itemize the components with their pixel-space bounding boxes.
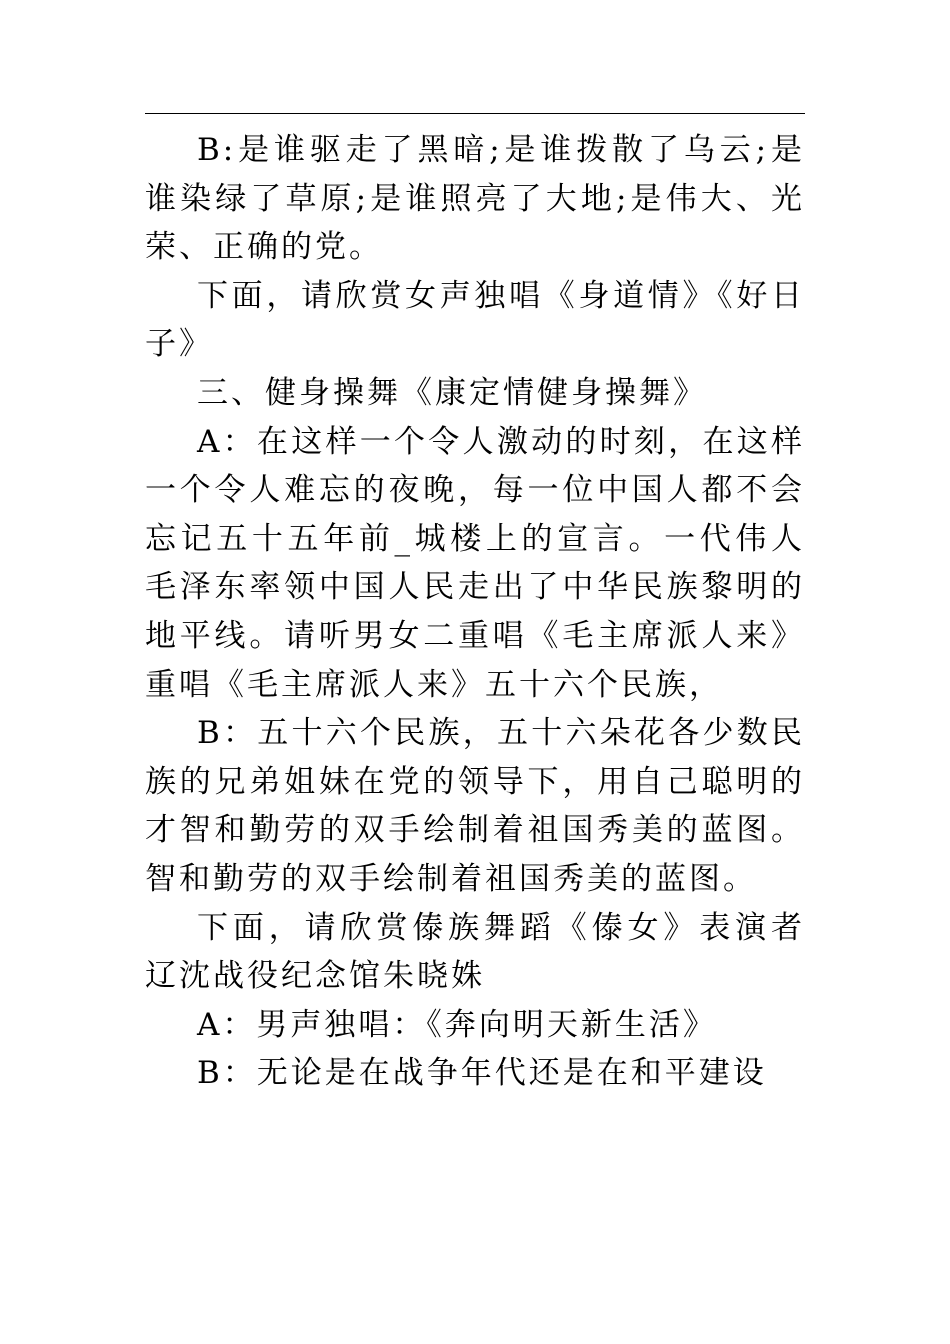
document-body <box>145 126 805 1098</box>
paragraph-host-b-speech: B：五十六个民族，五十六朵花各少数民族的兄弟姐妹在党的领导下，用自己聪明的才智和勤劳的双手绘制着祖国秀美的蓝图。智和勤劳的双手绘制着祖国秀美的蓝图。 <box>145 715 805 897</box>
paragraph-host-b-closing: B：无论是在战争年代还是在和平建设 <box>197 1055 767 1092</box>
paragraph-section-heading: 三、健身操舞《康定情健身操舞》 <box>197 374 707 411</box>
paragraph-dance-announcement: 下面，请欣赏傣族舞蹈《傣女》表演者辽沈战役纪念馆朱晓姝 <box>145 909 805 995</box>
paragraph-male-solo: A：男声独唱：《奔向明天新生活》 <box>197 1006 717 1043</box>
header-rule <box>145 113 805 114</box>
paragraph-solo-announcement: 下面，请欣赏女声独唱《身道情》《好日子》 <box>145 277 805 363</box>
paragraph-host-b-opening: B:是谁驱走了黑暗;是谁拨散了乌云;是谁染绿了草原;是谁照亮了大地;是伟大、光荣、正确的党。 <box>145 132 805 266</box>
paragraph-host-a-speech: A：在这样一个令人激动的时刻，在这样一个令人难忘的夜晚，每一位中国人都不会忘记五十五年前_城楼上的宣言。一代伟人毛泽东率领中国人民走出了中华民族黎明的地平线。请听男女二重唱《毛主席派人来》重唱《毛主席派人来》五十六个民族， <box>145 423 805 703</box>
